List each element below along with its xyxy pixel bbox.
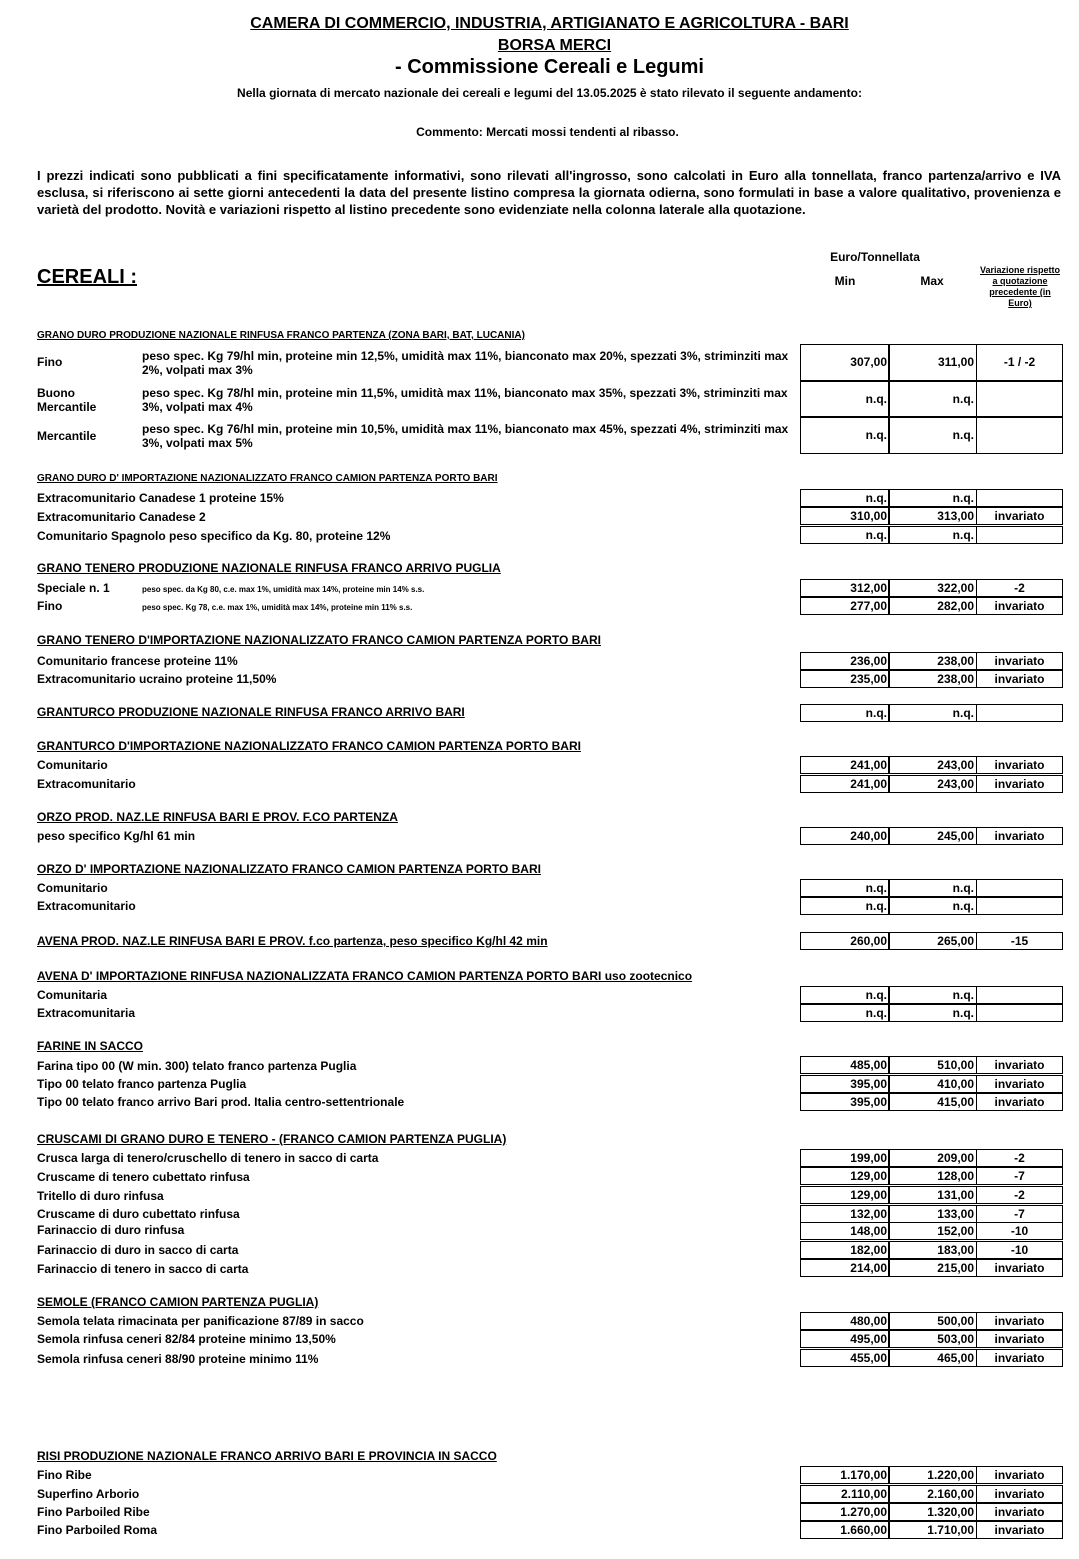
- max-price-cell: 131,00: [888, 1186, 977, 1204]
- min-price-cell: 485,00: [800, 1056, 890, 1074]
- row-label: Comunitario: [37, 758, 108, 772]
- row-label: Crusca larga di tenero/cruschello di tenero in sacco di carta: [37, 1151, 379, 1165]
- min-price-cell: n.q.: [800, 417, 890, 454]
- min-column-header: Min: [834, 274, 856, 288]
- min-price-cell: 235,00: [800, 670, 890, 688]
- variation-cell: invariato: [976, 1312, 1063, 1330]
- market-comment: Commento: Mercati mossi tendenti al ribasso.: [416, 125, 679, 139]
- min-price-cell: n.q.: [800, 526, 890, 544]
- row-label: Tipo 00 telato franco arrivo Bari prod. Italia centro-settentrionale: [37, 1095, 405, 1109]
- min-price-cell: 395,00: [800, 1093, 890, 1111]
- section-heading: AVENA PROD. NAZ.LE RINFUSA BARI E PROV. f.co partenza, peso specifico Kg/hl 42 min: [37, 934, 548, 948]
- row-spec: peso spec. da Kg 80, c.e. max 1%, umidità max 14%, proteine min 14% s.s.: [142, 585, 425, 594]
- min-price-cell: 2.110,00: [800, 1485, 890, 1503]
- max-price-cell: 265,00: [888, 932, 977, 950]
- row-label: Farinaccio di duro rinfusa: [37, 1223, 185, 1237]
- row-label: Tritello di duro rinfusa: [37, 1189, 164, 1203]
- row-label: Buono Mercantile: [37, 386, 97, 414]
- commission-title: - Commissione Cereali e Legumi: [395, 56, 704, 78]
- max-price-cell: 243,00: [888, 756, 977, 774]
- section-heading: ORZO PROD. NAZ.LE RINFUSA BARI E PROV. F.CO PARTENZA: [37, 810, 398, 824]
- min-price-cell: n.q.: [800, 879, 890, 897]
- row-label: Extracomunitario: [37, 777, 136, 791]
- row-label: Fino Parboiled Roma: [37, 1523, 158, 1537]
- variation-cell: invariato: [976, 670, 1063, 688]
- min-price-cell: 395,00: [800, 1075, 890, 1093]
- disclaimer-paragraph: I prezzi indicati sono pubblicati a fini specificatamente informativi, sono rilevati all'ingrosso, sono calcolati in Euro alla tonnellata, franco partenza/arrivo e IVA esclusa, si riferiscono ai sette giorni antecedenti la data del presente listino compresa la giornata odierna, sono formulati in base a valore qualitativo, provenienza e varietà del prodotto. Novità e variazioni rispetto al listino precedente sono evidenziate nella colonna laterale alla quotazione.: [37, 168, 1061, 217]
- variation-cell: invariato: [976, 1466, 1063, 1484]
- max-price-cell: 152,00: [888, 1222, 977, 1240]
- variation-column-header: Variazione rispetto a quotazione precedente (in Euro): [979, 265, 1061, 308]
- section-heading: GRANTURCO PRODUZIONE NAZIONALE RINFUSA FRANCO ARRIVO BARI: [37, 705, 465, 719]
- variation-cell: -10: [976, 1241, 1063, 1259]
- section-heading: GRANO DURO PRODUZIONE NAZIONALE RINFUSA FRANCO PARTENZA (ZONA BARI, BAT, LUCANIA): [37, 330, 525, 341]
- variation-cell: invariato: [976, 652, 1063, 670]
- min-price-cell: 455,00: [800, 1349, 890, 1367]
- variation-cell: -10: [976, 1222, 1063, 1240]
- row-label: Comunitaria: [37, 988, 108, 1002]
- row-label: Semola rinfusa ceneri 88/90 proteine minimo 11%: [37, 1352, 319, 1366]
- row-label: Comunitario francese proteine 11%: [37, 654, 238, 668]
- max-price-cell: 128,00: [888, 1167, 977, 1185]
- variation-cell: [976, 417, 1063, 454]
- row-spec: peso spec. Kg 78/hl min, proteine min 11,5%, umidità max 11%, bianconato max 35%, spezzati 3%, striminziti max 3%, volpati max 4%: [142, 386, 788, 414]
- max-price-cell: n.q.: [888, 704, 977, 722]
- row-label: Farinaccio di duro in sacco di carta: [37, 1243, 239, 1257]
- max-price-cell: 245,00: [888, 827, 977, 845]
- row-label: Fino: [37, 355, 63, 369]
- variation-cell: invariato: [976, 1521, 1063, 1539]
- row-label: Comunitario: [37, 881, 108, 895]
- variation-cell: -15: [976, 932, 1063, 950]
- min-price-cell: 307,00: [800, 344, 890, 381]
- row-label: Farina tipo 00 (W min. 300) telato franco partenza Puglia: [37, 1059, 357, 1073]
- max-price-cell: 1.320,00: [888, 1503, 977, 1521]
- max-price-cell: n.q.: [888, 897, 977, 915]
- section-heading: ORZO D' IMPORTAZIONE NAZIONALIZZATO FRANCO CAMION PARTENZA PORTO BARI: [37, 862, 541, 876]
- variation-cell: invariato: [976, 1075, 1063, 1093]
- max-price-cell: n.q.: [888, 879, 977, 897]
- max-price-cell: 410,00: [888, 1075, 977, 1093]
- variation-cell: -2: [976, 1186, 1063, 1204]
- min-price-cell: 241,00: [800, 756, 890, 774]
- max-price-cell: 311,00: [888, 344, 977, 381]
- row-label: Speciale n. 1: [37, 581, 110, 595]
- min-price-cell: 199,00: [800, 1149, 890, 1167]
- borsa-merci-title: BORSA MERCI: [497, 37, 612, 54]
- variation-cell: invariato: [976, 827, 1063, 845]
- variation-cell: -1 / -2: [976, 344, 1063, 381]
- unit-header: Euro/Tonnellata: [830, 250, 920, 264]
- max-price-cell: 465,00: [888, 1349, 977, 1367]
- variation-cell: invariato: [976, 507, 1063, 525]
- min-price-cell: n.q.: [800, 897, 890, 915]
- row-label: Cruscame di duro cubettato rinfusa: [37, 1207, 240, 1221]
- row-label: peso specifico Kg/hl 61 min: [37, 829, 196, 843]
- row-spec: peso spec. Kg 76/hl min, proteine min 10,5%, umidità max 11%, bianconato max 45%, spezzati 4%, striminziti max 3%, volpati max 5%: [142, 422, 789, 450]
- max-price-cell: 215,00: [888, 1259, 977, 1277]
- max-price-cell: 510,00: [888, 1056, 977, 1074]
- max-price-cell: 133,00: [888, 1205, 977, 1223]
- row-label: Semola telata rimacinata per panificazione 87/89 in sacco: [37, 1314, 364, 1328]
- min-price-cell: 277,00: [800, 597, 890, 615]
- max-price-cell: 313,00: [888, 507, 977, 525]
- row-label: Cruscame di tenero cubettato rinfusa: [37, 1170, 250, 1184]
- variation-cell: [976, 986, 1063, 1004]
- row-label: Extracomunitario Canadese 2: [37, 510, 206, 524]
- section-heading: AVENA D' IMPORTAZIONE RINFUSA NAZIONALIZZATA FRANCO CAMION PARTENZA PORTO BARI uso zootecnico: [37, 969, 693, 983]
- cereali-heading: CEREALI :: [37, 266, 137, 288]
- max-price-cell: 243,00: [888, 775, 977, 793]
- chamber-title: CAMERA DI COMMERCIO, INDUSTRIA, ARTIGIANATO E AGRICOLTURA - BARI: [250, 15, 849, 32]
- max-price-cell: n.q.: [888, 381, 977, 417]
- row-label: Mercantile: [37, 429, 97, 443]
- variation-cell: invariato: [976, 1503, 1063, 1521]
- min-price-cell: 495,00: [800, 1330, 890, 1348]
- min-price-cell: 310,00: [800, 507, 890, 525]
- row-label: Superfino Arborio: [37, 1487, 140, 1501]
- section-heading: RISI PRODUZIONE NAZIONALE FRANCO ARRIVO BARI E PROVINCIA IN SACCO: [37, 1449, 497, 1463]
- row-label: Semola rinfusa ceneri 82/84 proteine minimo 13,50%: [37, 1332, 336, 1346]
- variation-cell: invariato: [976, 756, 1063, 774]
- max-price-cell: 503,00: [888, 1330, 977, 1348]
- section-heading: GRANTURCO D'IMPORTAZIONE NAZIONALIZZATO FRANCO CAMION PARTENZA PORTO BARI: [37, 739, 581, 753]
- variation-cell: invariato: [976, 1259, 1063, 1277]
- min-price-cell: 241,00: [800, 775, 890, 793]
- min-price-cell: 240,00: [800, 827, 890, 845]
- min-price-cell: 260,00: [800, 932, 890, 950]
- row-label: Fino Parboiled Ribe: [37, 1505, 150, 1519]
- min-price-cell: 214,00: [800, 1259, 890, 1277]
- max-price-cell: n.q.: [888, 1004, 977, 1022]
- max-price-cell: n.q.: [888, 489, 977, 507]
- variation-cell: invariato: [976, 1093, 1063, 1111]
- variation-cell: [976, 489, 1063, 507]
- section-heading: FARINE IN SACCO: [37, 1039, 144, 1053]
- min-price-cell: n.q.: [800, 1004, 890, 1022]
- max-price-cell: 2.160,00: [888, 1485, 977, 1503]
- min-price-cell: n.q.: [800, 381, 890, 417]
- variation-cell: -7: [976, 1205, 1063, 1223]
- max-price-cell: 322,00: [888, 579, 977, 597]
- min-price-cell: 1.170,00: [800, 1466, 890, 1484]
- min-price-cell: n.q.: [800, 986, 890, 1004]
- row-spec: peso spec. Kg 78, c.e. max 1%, umidità max 14%, proteine min 11% s.s.: [142, 603, 413, 612]
- variation-cell: -2: [976, 1149, 1063, 1167]
- max-price-cell: 238,00: [888, 652, 977, 670]
- variation-cell: invariato: [976, 1485, 1063, 1503]
- row-label: Extracomunitario Canadese 1 proteine 15%: [37, 491, 284, 505]
- min-price-cell: n.q.: [800, 489, 890, 507]
- variation-cell: invariato: [976, 775, 1063, 793]
- row-label: Farinaccio di tenero in sacco di carta: [37, 1262, 249, 1276]
- variation-cell: invariato: [976, 1330, 1063, 1348]
- max-price-cell: 1.220,00: [888, 1466, 977, 1484]
- section-heading: CRUSCAMI DI GRANO DURO E TENERO - (FRANCO CAMION PARTENZA PUGLIA): [37, 1132, 507, 1146]
- max-price-cell: 238,00: [888, 670, 977, 688]
- row-label: Fino: [37, 599, 63, 613]
- min-price-cell: 132,00: [800, 1205, 890, 1223]
- variation-cell: invariato: [976, 597, 1063, 615]
- max-price-cell: 183,00: [888, 1241, 977, 1259]
- min-price-cell: 480,00: [800, 1312, 890, 1330]
- min-price-cell: 312,00: [800, 579, 890, 597]
- max-price-cell: 500,00: [888, 1312, 977, 1330]
- variation-cell: [976, 897, 1063, 915]
- intro-text: Nella giornata di mercato nazionale dei cereali e legumi del 13.05.2025 è stato rilevato il seguente andamento:: [237, 86, 862, 100]
- min-price-cell: 129,00: [800, 1167, 890, 1185]
- max-price-cell: 209,00: [888, 1149, 977, 1167]
- row-label: Extracomunitario: [37, 899, 136, 913]
- variation-cell: [976, 526, 1063, 544]
- variation-cell: invariato: [976, 1056, 1063, 1074]
- max-price-cell: n.q.: [888, 417, 977, 454]
- min-price-cell: 236,00: [800, 652, 890, 670]
- min-price-cell: 1.270,00: [800, 1503, 890, 1521]
- max-price-cell: 415,00: [888, 1093, 977, 1111]
- min-price-cell: n.q.: [800, 704, 890, 722]
- section-heading: GRANO TENERO PRODUZIONE NAZIONALE RINFUSA FRANCO ARRIVO PUGLIA: [37, 561, 501, 575]
- min-price-cell: 148,00: [800, 1222, 890, 1240]
- section-heading: SEMOLE (FRANCO CAMION PARTENZA PUGLIA): [37, 1295, 319, 1309]
- max-column-header: Max: [920, 274, 944, 288]
- row-label: Comunitario Spagnolo peso specifico da Kg. 80, proteine 12%: [37, 529, 391, 543]
- variation-cell: [976, 1004, 1063, 1022]
- max-price-cell: n.q.: [888, 526, 977, 544]
- row-spec: peso spec. Kg 79/hl min, proteine min 12,5%, umidità max 11%, bianconato max 20%, spezzati 3%, striminziti max 2%, volpati max 3%: [142, 349, 789, 377]
- min-price-cell: 182,00: [800, 1241, 890, 1259]
- row-label: Fino Ribe: [37, 1468, 92, 1482]
- variation-cell: [976, 879, 1063, 897]
- max-price-cell: 282,00: [888, 597, 977, 615]
- variation-cell: -2: [976, 579, 1063, 597]
- section-heading: GRANO DURO D' IMPORTAZIONE NAZIONALIZZATO FRANCO CAMION PARTENZA PORTO BARI: [37, 473, 498, 484]
- row-label: Extracomunitario ucraino proteine 11,50%: [37, 672, 277, 686]
- row-label: Extracomunitaria: [37, 1006, 136, 1020]
- min-price-cell: 129,00: [800, 1186, 890, 1204]
- section-heading: GRANO TENERO D'IMPORTAZIONE NAZIONALIZZATO FRANCO CAMION PARTENZA PORTO BARI: [37, 633, 601, 647]
- variation-cell: invariato: [976, 1349, 1063, 1367]
- row-label: Tipo 00 telato franco partenza Puglia: [37, 1077, 247, 1091]
- max-price-cell: n.q.: [888, 986, 977, 1004]
- variation-cell: [976, 381, 1063, 417]
- variation-cell: -7: [976, 1167, 1063, 1185]
- min-price-cell: 1.660,00: [800, 1521, 890, 1539]
- variation-cell: [976, 704, 1063, 722]
- max-price-cell: 1.710,00: [888, 1521, 977, 1539]
